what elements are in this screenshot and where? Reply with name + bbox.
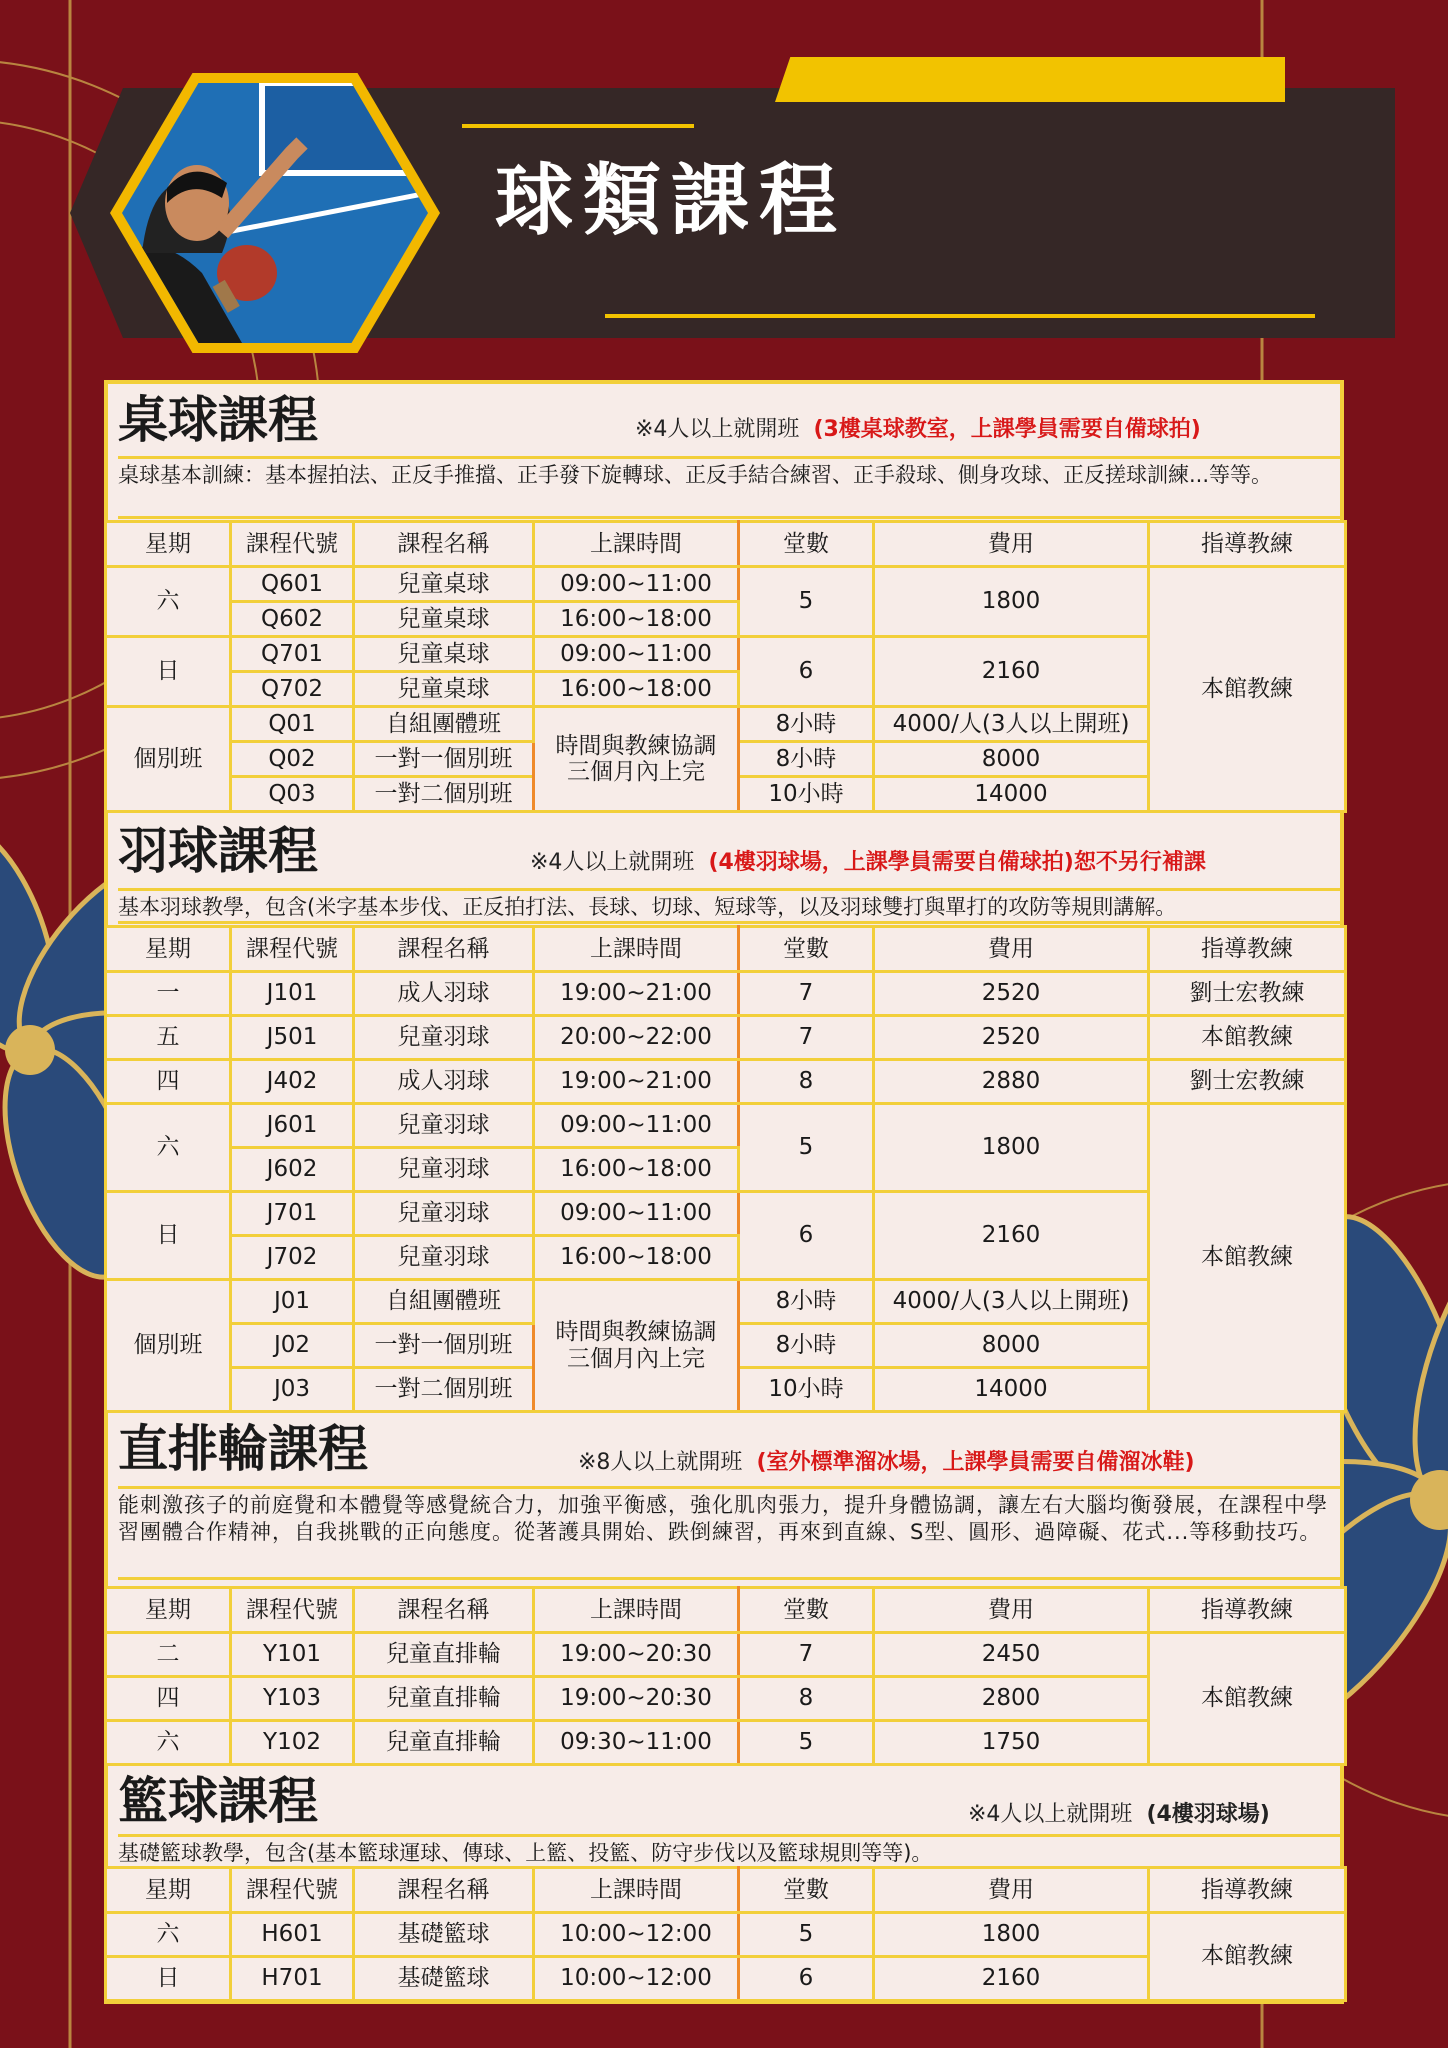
- table-header: [106, 522, 1346, 567]
- header-gold-tab: [775, 57, 1285, 102]
- header-line-bottom: [605, 314, 1315, 318]
- badminton-title: 羽球課程: [118, 822, 318, 880]
- coach-cell: 本館教練: [1149, 567, 1346, 812]
- page-title: 球類課程: [495, 156, 848, 246]
- basketball-table: [104, 1866, 1347, 2002]
- col-time: 上課時間: [534, 522, 739, 567]
- coach-cell: 本館教練: [1149, 1913, 1346, 2001]
- badminton-description: 基本羽球教學，包含(米字基本步伐、正反拍打法、長球、切球、短球等，以及羽球雙打與單打的攻防等規則講解。: [118, 888, 1344, 924]
- table-tennis-description: 桌球基本訓練：基本握拍法、正反手推擋、正手發下旋轉球、正反手結合練習、正手殺球、側身攻球、正反搓球訓練...等等。: [118, 456, 1344, 519]
- basketball-title: 籃球課程: [118, 1772, 318, 1830]
- table-row: 個別班 Q01 自組團體班 時間與教練協調三個月內上完 8小時 4000/人(3人以上開班): [106, 707, 1346, 742]
- coach-cell: 本館教練: [1149, 1104, 1346, 1412]
- table-tennis-note: ※4人以上就開班 (3樓桌球教室，上課學員需要自備球拍): [635, 417, 1201, 442]
- table-header: 星期 課程代號 課程名稱 上課時間 堂數 費用 指導教練: [106, 1868, 1346, 1913]
- col-coach: 指導教練: [1149, 522, 1346, 567]
- table-tennis-table: [104, 520, 1347, 813]
- table-row: 五 J501 兒童羽球 20:00~22:00 7 2520 本館教練: [106, 1016, 1346, 1060]
- table-row: J602 兒童羽球 16:00~18:00: [106, 1148, 1346, 1192]
- skating-table: [104, 1586, 1347, 1766]
- table-row: J02 一對一個別班 8小時 8000: [106, 1324, 1346, 1368]
- col-code: 課程代號: [231, 522, 354, 567]
- table-row: 二 Y101 兒童直排輪 19:00~20:30 7 2450 本館教練: [106, 1633, 1346, 1677]
- table-row: 六 J601 兒童羽球 09:00~11:00 5 1800 本館教練: [106, 1104, 1346, 1148]
- col-day: 星期: [106, 522, 231, 567]
- table-row: 日 H701 基礎籃球 10:00~12:00 6 2160: [106, 1957, 1346, 2001]
- table-row: Q02 一對一個別班 8小時 8000: [106, 742, 1346, 777]
- badminton-note: ※4人以上就開班 (4樓羽球場，上課學員需要自備球拍)恕不另行補課: [530, 850, 1206, 875]
- table-header: 星期 課程代號 課程名稱 上課時間 堂數 費用 指導教練: [106, 927, 1346, 972]
- badminton-table: [104, 925, 1347, 1413]
- skating-note: ※8人以上就開班 (室外標準溜冰場，上課學員需要自備溜冰鞋): [578, 1450, 1195, 1475]
- table-row: J702 兒童羽球 16:00~18:00: [106, 1236, 1346, 1280]
- table-row: 日 J701 兒童羽球 09:00~11:00 6 2160: [106, 1192, 1346, 1236]
- table-row: 六 Y102 兒童直排輪 09:30~11:00 5 1750: [106, 1721, 1346, 1765]
- table-row: Q702 兒童桌球 16:00~18:00: [106, 672, 1346, 707]
- basketball-description: 基礎籃球教學，包含(基本籃球運球、傳球、上籃、投籃、防守步伐以及籃球規則等等)。: [118, 1834, 1344, 1870]
- table-row: 一 J101 成人羽球 19:00~21:00 7 2520 劉士宏教練: [106, 972, 1346, 1016]
- coach-cell: 本館教練: [1149, 1633, 1346, 1765]
- header-line-top: [462, 124, 694, 128]
- table-row: 六 H601 基礎籃球 10:00~12:00 5 1800 本館教練: [106, 1913, 1346, 1957]
- col-name: 課程名稱: [354, 522, 534, 567]
- col-fee: 費用: [874, 522, 1149, 567]
- col-sessions: 堂數: [739, 522, 874, 567]
- table-row: 六 Q601 兒童桌球 09:00~11:00 5 1800 本館教練: [106, 567, 1346, 602]
- skating-description: 能刺激孩子的前庭覺和本體覺等感覺統合力，加強平衡感，強化肌肉張力，提升身體協調，讓左右大腦均衡發展，在課程中學習團體合作精神，自我挑戰的正向態度。從著護具開始、跌倒練習，再來到直線、S型、圓形、過障礙、花式...等移動技巧。: [118, 1486, 1344, 1580]
- table-row: 個別班 J01 自組團體班 時間與教練協調三個月內上完 8小時 4000/人(3人以上開班): [106, 1280, 1346, 1324]
- table-header: 星期 課程代號 課程名稱 上課時間 堂數 費用 指導教練: [106, 1588, 1346, 1633]
- table-row: 四 Y103 兒童直排輪 19:00~20:30 8 2800: [106, 1677, 1346, 1721]
- table-row: J03 一對二個別班 10小時 14000: [106, 1368, 1346, 1412]
- table-row: 四 J402 成人羽球 19:00~21:00 8 2880 劉士宏教練: [106, 1060, 1346, 1104]
- table-tennis-title: 桌球課程: [118, 391, 318, 449]
- table-row: Q602 兒童桌球 16:00~18:00: [106, 602, 1346, 637]
- skating-title: 直排輪課程: [118, 1420, 368, 1478]
- table-row: 日 Q701 兒童桌球 09:00~11:00 6 2160: [106, 637, 1346, 672]
- basketball-note: ※4人以上就開班 (4樓羽球場): [968, 1802, 1270, 1827]
- table-row: Q03 一對二個別班 10小時 14000: [106, 777, 1346, 812]
